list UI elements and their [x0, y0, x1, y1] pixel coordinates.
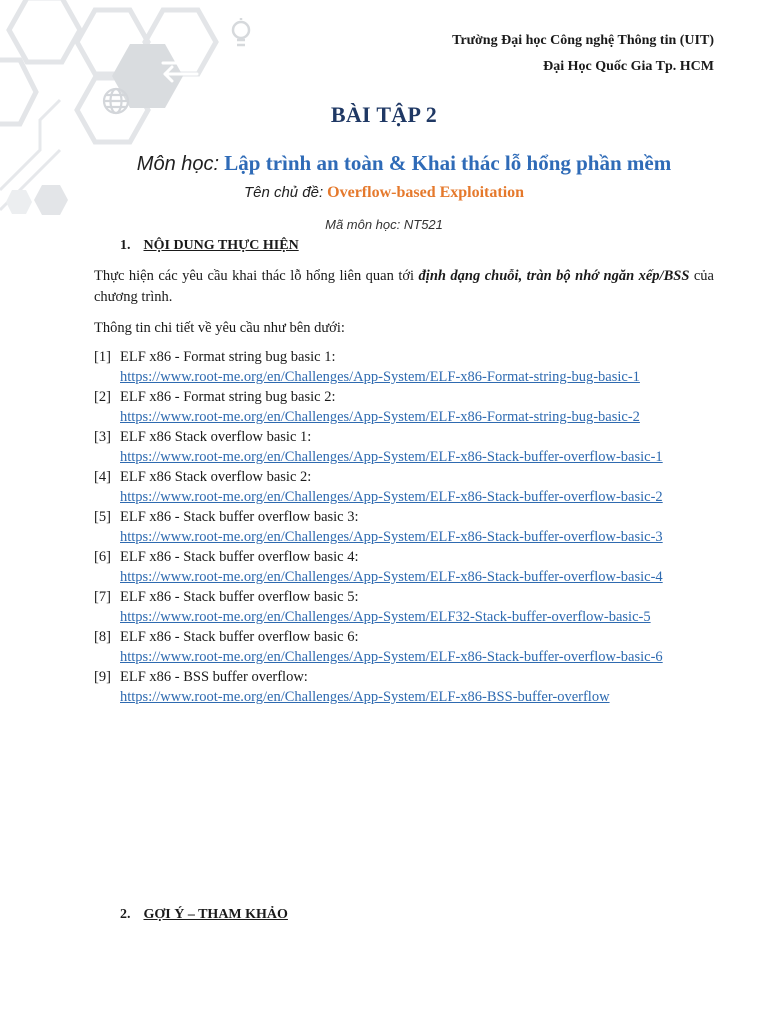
- reference-item: [94, 627, 734, 667]
- arrows-exchange-icon: [157, 52, 203, 84]
- reference-item: [94, 387, 734, 427]
- page-title: BÀI TẬP 2: [330, 102, 438, 127]
- reference-item: [94, 587, 734, 627]
- reference-link[interactable]: https://www.root-me.org/en/Challenges/App-System/ELF-x86-Stack-buffer-overflow-basic-6: [120, 649, 663, 665]
- subject-value: Lập trình an toàn & Khai thác lỗ hổng phần mềm: [224, 151, 672, 175]
- reference-link[interactable]: https://www.root-me.org/en/Challenges/App-System/ELF32-Stack-buffer-overflow-basic-5: [120, 609, 651, 625]
- reference-link[interactable]: https://www.root-me.org/en/Challenges/App-System/ELF-x86-BSS-buffer-overflow: [120, 689, 610, 705]
- section-title: GỢI Ý – THAM KHẢO: [143, 907, 288, 922]
- reference-index: [2]: [94, 389, 111, 405]
- reference-title: ELF x86 - Stack buffer overflow basic 6:: [120, 629, 359, 645]
- reference-link[interactable]: https://www.root-me.org/en/Challenges/App-System/ELF-x86-Stack-buffer-overflow-basic-3: [120, 529, 663, 545]
- university-name: Trường Đại học Công nghệ Thông tin (UIT): [452, 33, 714, 48]
- section-number: 2.: [120, 907, 131, 922]
- section-number: 1.: [120, 238, 131, 253]
- topic-label: Tên chủ đề:: [243, 184, 324, 201]
- intro-emphasis: định dạng chuỗi, tràn bộ nhớ ngăn xếp/BSS: [418, 268, 690, 284]
- intro-paragraph: [94, 266, 714, 308]
- reference-item: [94, 507, 734, 547]
- lightbulb-icon: [228, 18, 254, 52]
- reference-item: [94, 427, 734, 467]
- reference-index: [8]: [94, 629, 111, 645]
- subject-label: Môn học:: [136, 153, 220, 175]
- reference-link[interactable]: https://www.root-me.org/en/Challenges/App-System/ELF-x86-Format-string-bug-basic-1: [120, 369, 640, 385]
- reference-item: [94, 547, 734, 587]
- subject-line: [0, 151, 768, 176]
- reference-title: ELF x86 Stack overflow basic 1:: [120, 429, 312, 445]
- reference-title: ELF x86 - Stack buffer overflow basic 3:: [120, 509, 359, 525]
- reference-index: [1]: [94, 349, 111, 365]
- reference-title: ELF x86 - Stack buffer overflow basic 5:: [120, 589, 359, 605]
- reference-index: [6]: [94, 549, 111, 565]
- reference-link[interactable]: https://www.root-me.org/en/Challenges/App-System/ELF-x86-Stack-buffer-overflow-basic-4: [120, 569, 663, 585]
- reference-title: ELF x86 Stack overflow basic 2:: [120, 469, 312, 485]
- reference-index: [3]: [94, 429, 111, 445]
- section-title: NỘI DUNG THỰC HIỆN: [143, 238, 299, 253]
- detail-paragraph: Thông tin chi tiết về yêu cầu như bên dưới:: [94, 320, 345, 336]
- reference-index: [7]: [94, 589, 111, 605]
- reference-item: [94, 467, 734, 507]
- reference-list: [94, 347, 734, 707]
- course-code: Mã môn học: NT521: [325, 217, 443, 232]
- reference-item: [94, 667, 734, 707]
- section-heading-content: [120, 238, 299, 254]
- reference-title: ELF x86 - Format string bug basic 1:: [120, 349, 336, 365]
- reference-title: ELF x86 - Format string bug basic 2:: [120, 389, 336, 405]
- intro-text: Thực hiện các yêu cầu khai thác lỗ hổng liên quan tới: [94, 268, 419, 284]
- reference-index: [4]: [94, 469, 111, 485]
- reference-index: [9]: [94, 669, 111, 685]
- reference-title: ELF x86 - Stack buffer overflow basic 4:: [120, 549, 359, 565]
- reference-item: [94, 347, 734, 387]
- national-university-name: Đại Học Quốc Gia Tp. HCM: [543, 59, 714, 74]
- intro-text-end: của chương trình.: [94, 268, 714, 305]
- reference-link[interactable]: https://www.root-me.org/en/Challenges/App-System/ELF-x86-Stack-buffer-overflow-basic-1: [120, 449, 663, 465]
- topic-value: Overflow-based Exploitation: [327, 184, 525, 201]
- reference-title: ELF x86 - BSS buffer overflow:: [120, 669, 308, 685]
- reference-link[interactable]: https://www.root-me.org/en/Challenges/App-System/ELF-x86-Format-string-bug-basic-2: [120, 409, 640, 425]
- topic-line: [0, 184, 768, 202]
- reference-index: [5]: [94, 509, 111, 525]
- section-heading-hints: [120, 907, 288, 923]
- reference-link[interactable]: https://www.root-me.org/en/Challenges/App-System/ELF-x86-Stack-buffer-overflow-basic-2: [120, 489, 663, 505]
